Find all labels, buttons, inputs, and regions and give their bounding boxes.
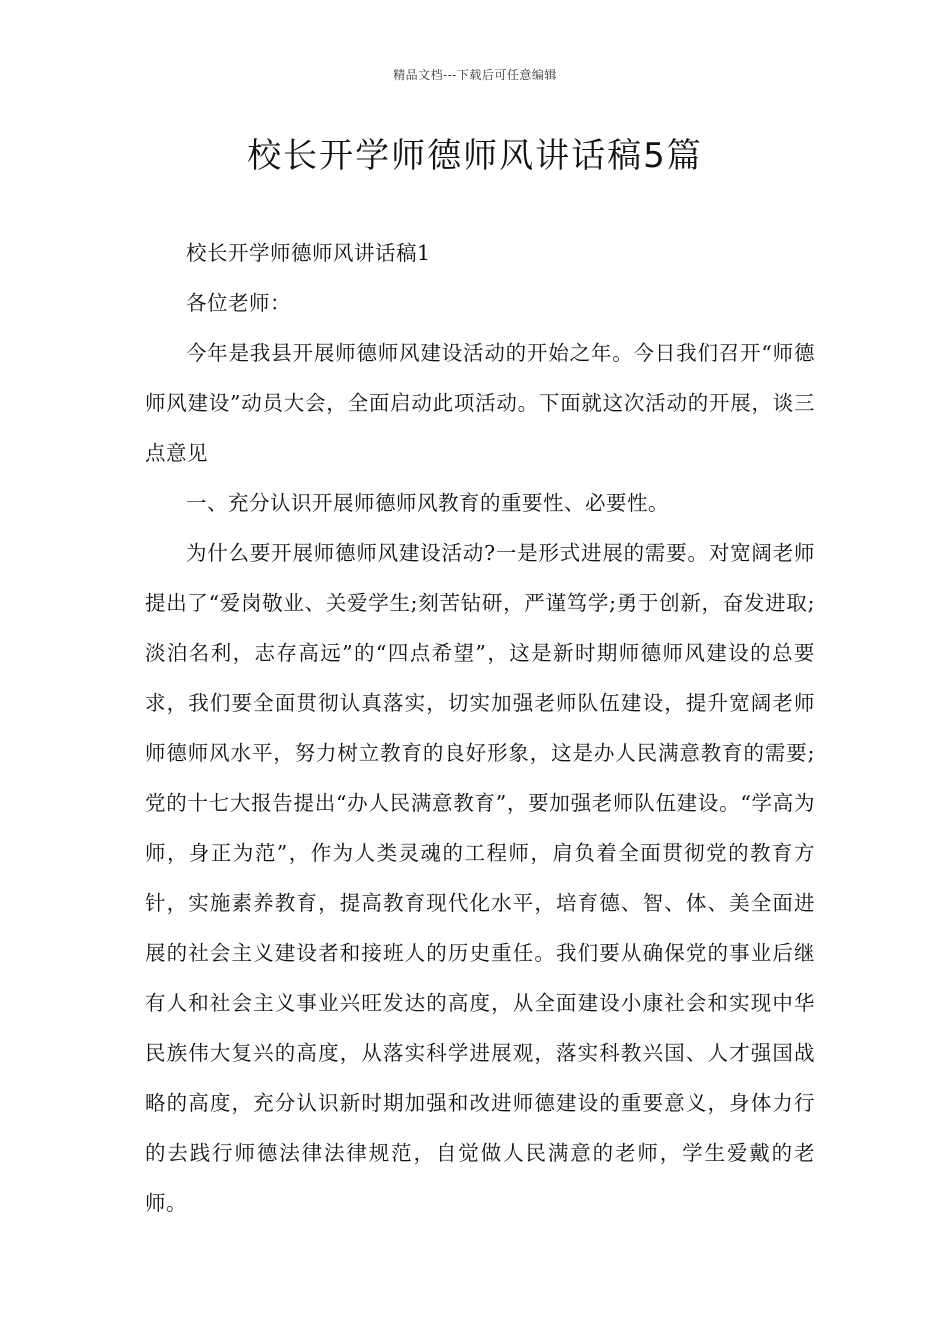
paragraph-section-heading: 一、充分认识开展师德师风教育的重要性、必要性。 <box>186 491 669 515</box>
document-body <box>145 228 815 1228</box>
paragraph-salutation: 各位老师： <box>186 291 291 315</box>
header-note: 精品文档---下载后可任意编辑 <box>393 68 557 82</box>
paragraph-subtitle: 校长开学师德师风讲话稿1 <box>186 241 431 265</box>
paragraph-intro: 今年是我县开展师德师风建设活动的开始之年。今日我们召开“师德师风建设”动员大会，全面启动此项活动。下面就这次活动的开展，谈三点意见 <box>145 341 815 465</box>
paragraph-main: 为什么要开展师德师风建设活动?一是形式进展的需要。对宽阔老师提出了“爱岗敬业、关爱学生;刻苦钻研，严谨笃学;勇于创新，奋发进取;淡泊名利，志存高远”的“四点希望”，这是新时期师德师风建设的总要求，我们要全面贯彻认真落实，切实加强老师队伍建设，提升宽阔老师师德师风水平，努力树立教育的良好形象，这是办人民满意教育的需要;党的十七大报告提出“办人民满意教育”，要加强老师队伍建设。“学高为师，身正为范”，作为人类灵魂的工程师，肩负着全面贯彻党的教育方针，实施素养教育，提高教育现代化水平，培育德、智、体、美全面进展的社会主义建设者和接班人的历史重任。我们要从确保党的事业后继有人和社会主义事业兴旺发达的高度，从全面建设小康社会和实现中华民族伟大复兴的高度，从落实科学进展观，落实科教兴国、人才强国战略的高度，充分认识新时期加强和改进师德建设的重要意义，身体力行的去践行师德法律法律规范，自觉做人民满意的老师，学生爱戴的老师。 <box>145 541 815 1215</box>
document-title: 校长开学师德师风讲话稿5篇 <box>247 136 703 176</box>
